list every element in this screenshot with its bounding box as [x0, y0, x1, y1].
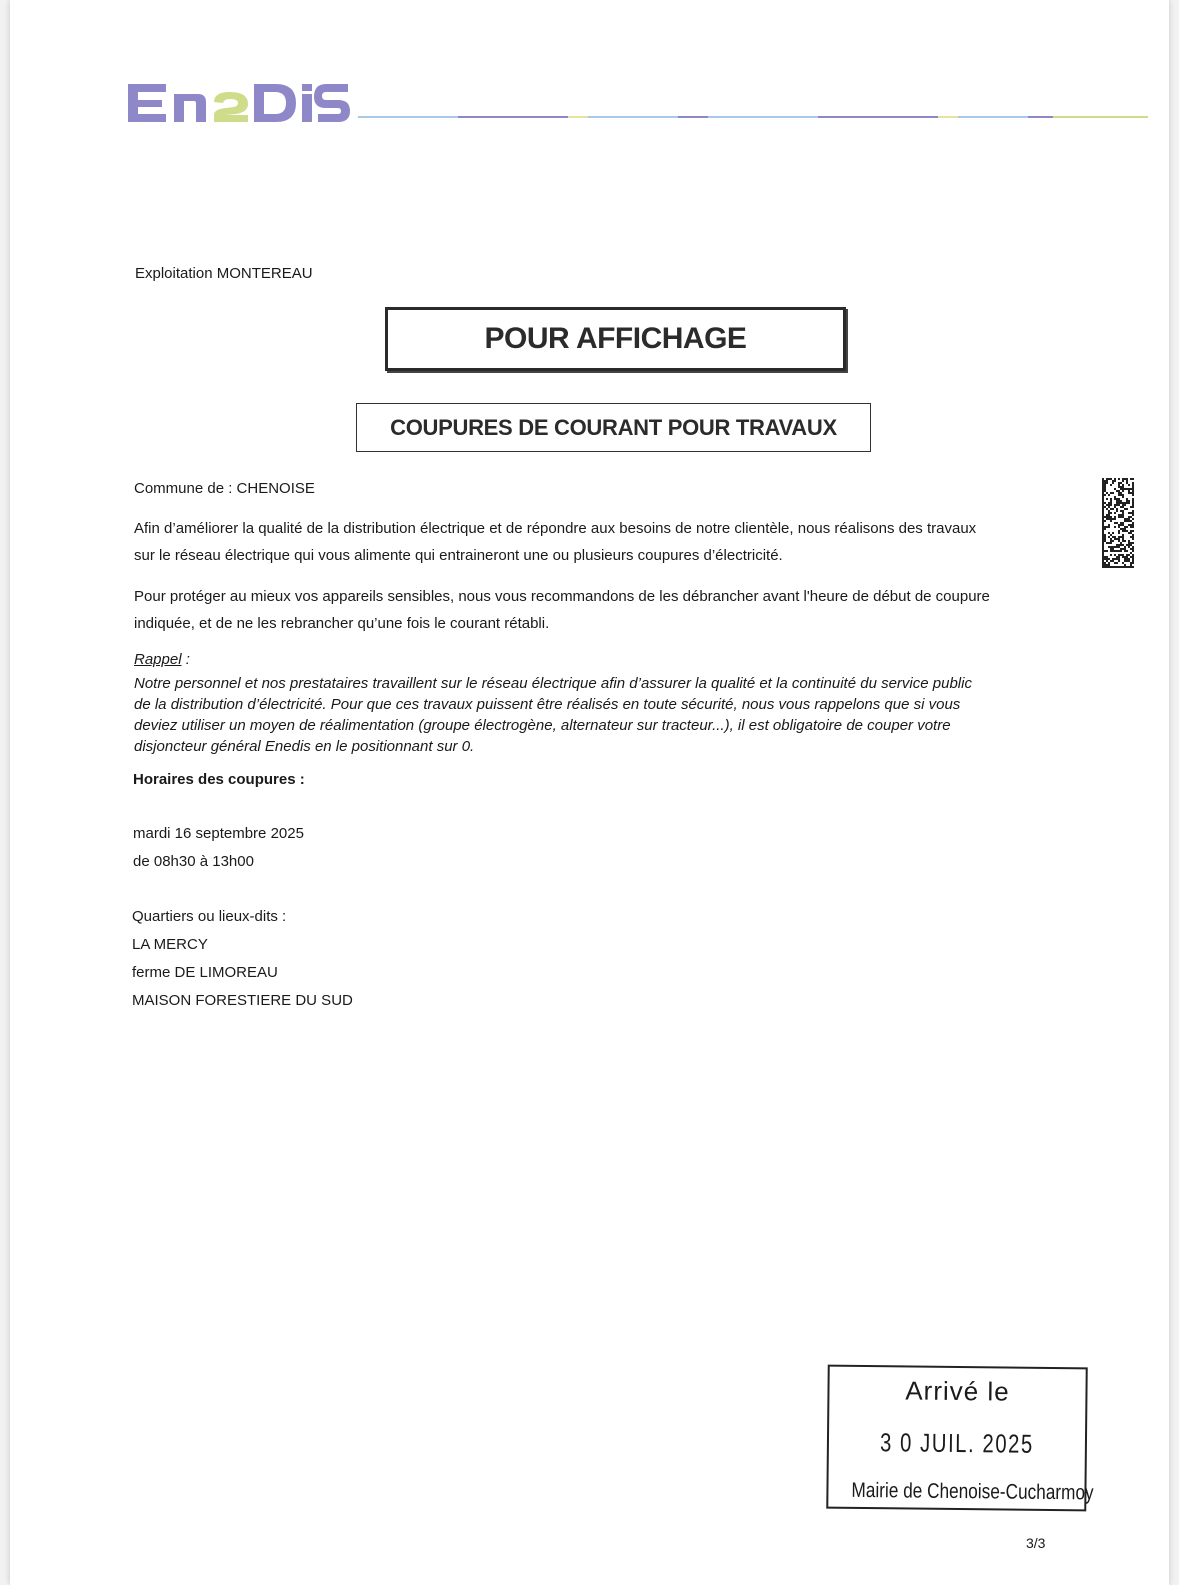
pour-affichage-box: [385, 307, 846, 371]
enedis-logo: [126, 72, 351, 132]
location-item: ferme DE LIMOREAU: [132, 964, 278, 981]
rappel-heading: [134, 651, 190, 668]
paragraph-1: [134, 515, 1069, 569]
header-divider: [358, 114, 1148, 122]
arrival-stamp: [826, 1365, 1094, 1512]
schedule-time: de 08h30 à 13h00: [133, 853, 254, 870]
schedule-date: mardi 16 septembre 2025: [133, 825, 304, 842]
horaires-heading: Horaires des coupures :: [133, 771, 305, 788]
rappel-colon: :: [181, 651, 190, 668]
box-title: POUR AFFICHAGE: [484, 322, 747, 355]
locations: [132, 903, 353, 1015]
paragraph-1-line-1: Afin d’améliorer la qualité de la distribution électrique et de répondre aux besoins de notre clientèle, nous réalisons des travaux: [134, 520, 977, 537]
rappel-title: Rappel: [134, 651, 182, 668]
stamp-date: 3 0 JUIL. 2025: [879, 1427, 1034, 1459]
datamatrix-code-icon: [1102, 478, 1134, 568]
paragraph-2: [134, 583, 1069, 637]
paragraph-2-line-2: indiquée, et de ne les rebrancher qu’une fois le courant rétabli.: [134, 615, 550, 632]
rappel-body: [134, 673, 1064, 757]
location-item: MAISON FORESTIERE DU SUD: [132, 992, 353, 1009]
rappel-line-2: de la distribution d’électricité. Pour que ces travaux puissent être réalisés en toute sécurité, nous vous rappelons que si vous: [134, 696, 961, 713]
box-subtitle: COUPURES DE COURANT POUR TRAVAUX: [390, 414, 837, 440]
exploitation-label: Exploitation MONTEREAU: [135, 265, 313, 282]
location-item: LA MERCY: [132, 936, 208, 953]
coupures-box: [356, 403, 871, 452]
rappel-line-4: disjoncteur général Enedis en le positionnant sur 0.: [134, 738, 475, 755]
paragraph-1-line-2: sur le réseau électrique qui vous alimente qui entraineront une ou plusieurs coupures d’électricité.: [134, 547, 783, 564]
schedule: [133, 820, 304, 876]
page-number: 3/3: [1026, 1535, 1046, 1551]
rappel-line-1: Notre personnel et nos prestataires travaillent sur le réseau électrique afin d’assurer la qualité et la continuité du service public: [134, 675, 972, 692]
locations-heading: Quartiers ou lieux-dits :: [132, 908, 287, 925]
commune-label: Commune de : CHENOISE: [134, 480, 315, 497]
document-page: [10, 0, 1169, 1585]
stamp-arrived-label: Arrivé le: [905, 1375, 1010, 1407]
stamp-mairie: Mairie de Chenoise-Cucharmoy: [851, 1478, 1094, 1505]
rappel-line-3: deviez utiliser un moyen de réalimentation (groupe électrogène, alternateur sur tracteur...), il est obligatoire de couper votre: [134, 717, 951, 734]
paragraph-2-line-1: Pour protéger au mieux vos appareils sensibles, nous vous recommandons de les débrancher avant l'heure de début de coupure: [134, 588, 990, 605]
